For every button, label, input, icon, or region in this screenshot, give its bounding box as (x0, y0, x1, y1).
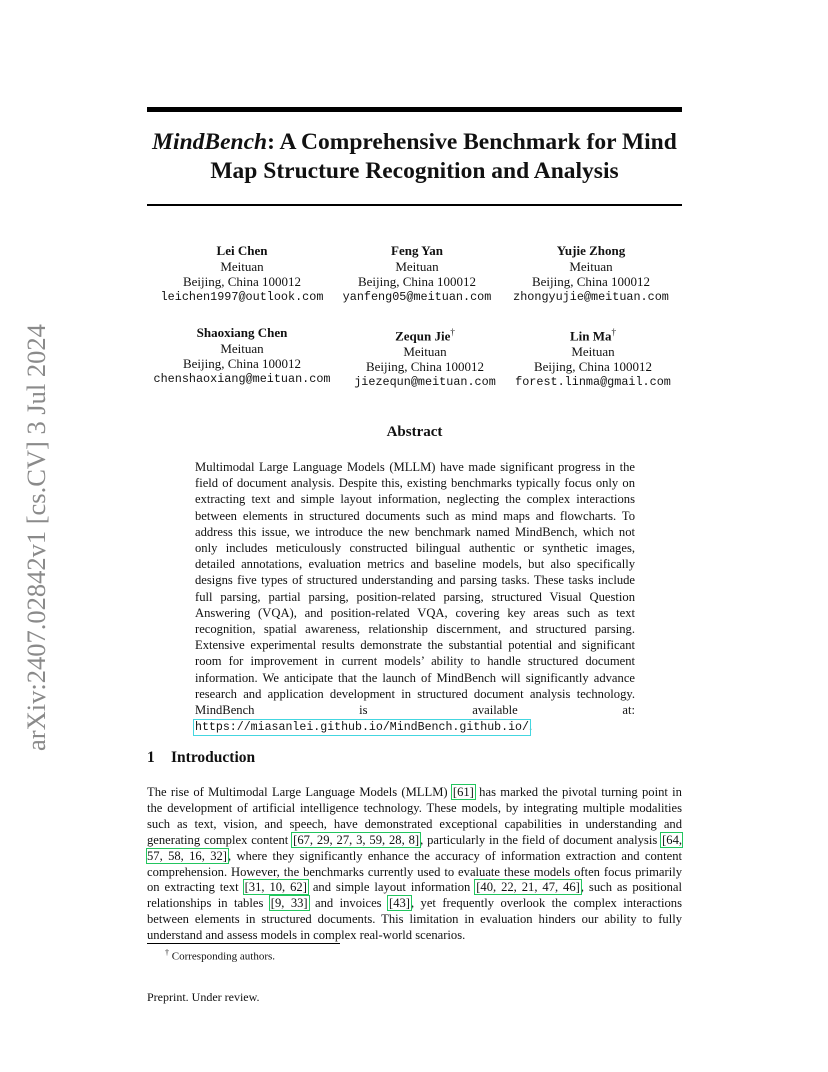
citation-link[interactable]: [64, 57, 58, 16, 32] (147, 832, 683, 863)
author-affiliation: Meituan (569, 258, 613, 274)
footnote (165, 948, 275, 963)
preprint-notice: Preprint. Under review. (147, 990, 260, 1004)
author-card (142, 325, 342, 387)
author-address: Beijing, China 100012 (531, 274, 651, 289)
author-email[interactable]: forest.linma@gmail.com (515, 374, 671, 389)
author-card (493, 325, 693, 390)
intro-text: and invoices (308, 896, 388, 911)
author-affiliation: Meituan (220, 340, 264, 356)
author-email[interactable]: leichen1997@outlook.com (160, 289, 324, 304)
author-card (317, 243, 517, 305)
footnote-rule (147, 943, 340, 944)
intro-text: has marked the pivotal turning point in the development of artificial intelligence technology. These models, by integrating multiple modalities such as text, vision, and speech, have demonstrated exceptional capabilities in understanding and generating complex content (147, 785, 682, 847)
author-email[interactable]: jiezequn@meituan.com (354, 374, 496, 389)
citation-link[interactable]: [61] (452, 785, 474, 799)
mindbench-link[interactable]: https://miasanlei.github.io/MindBench.github.io/ (195, 721, 529, 735)
abstract-text: Multimodal Large Language Models (MLLM) have made significant progress in the field of document analysis. Despite this, existing benchmarks typically focus only on extracting text and simple layout information, neglecting the complex interactions between elements in structured documents such as mind maps and flowcharts. To address this issue, we introduce the new benchmark named MindBench, which not only includes meticulously constructed bilingual authentic or synthetic images, detailed annotations, evaluation metrics and baseline models, but also specifically designs five types of structured understanding and parsing tasks. These tasks include full parsing, partial parsing, position-related parsing, structured Visual Question Answering (VQA), and position-related VQA, covering key areas such as text recognition, spatial awareness, relationship discernment, and structured parsing. Extensive experimental results demonstrate the substantial potential and significant room for improvement in current models’ ability to handle structured document information. We anticipate that the launch of MindBench will significantly advance research and application development in structured document analysis technology. MindBench is available at: (195, 460, 635, 718)
abstract-body (195, 459, 635, 736)
section-title: Introduction (171, 749, 256, 766)
author-affiliation: Meituan (571, 343, 615, 359)
author-name-text: Lin Ma (569, 328, 612, 344)
author-address: Beijing, China 100012 (533, 359, 653, 375)
author-card (491, 243, 691, 305)
footnote-mark: † (165, 948, 169, 957)
title-line2: Map Structure Recognition and Analysis (210, 158, 619, 184)
author-address: Beijing, China 100012 (365, 359, 485, 375)
author-affiliation: Meituan (220, 258, 264, 274)
author-name: Feng Yan (391, 243, 443, 258)
title-line1-rest: : A Comprehensive Benchmark for Mind (267, 129, 677, 155)
paper-title (147, 128, 682, 186)
author-address: Beijing, China 100012 (357, 274, 477, 289)
arxiv-identifier: arXiv:2407.02842v1 [cs.CV] 3 Jul 2024 (21, 324, 51, 751)
intro-text: , particularly in the field of document analysis (420, 832, 662, 847)
dagger-mark: † (450, 327, 455, 337)
author-address: Beijing, China 100012 (182, 356, 302, 371)
title-bottom-rule (147, 204, 682, 206)
author-email[interactable]: zhongyujie@meituan.com (513, 289, 669, 304)
citation-link[interactable]: [43] (389, 896, 410, 911)
citation-link[interactable]: [40, 22, 21, 47, 46] (476, 880, 580, 895)
intro-text: , such as positional relationships in tables (147, 880, 683, 911)
abstract-heading: Abstract (386, 424, 443, 440)
title-top-rule (147, 107, 682, 112)
title-italic: MindBench (152, 129, 268, 155)
author-name: Yujie Zhong (556, 243, 626, 258)
dagger-mark: † (611, 327, 617, 337)
intro-text: The rise of Multimodal Large Language Models (MLLM) (147, 785, 452, 799)
footnote-text: Corresponding authors. (169, 950, 276, 963)
author-card (142, 243, 342, 305)
intro-text: , yet frequently overlook the complex interactions between elements in structured documents. This limitation in evaluation hinders our ability to fully understand and assess models in complex real-world scenarios. (147, 896, 682, 943)
author-email[interactable]: chenshaoxiang@meituan.com (153, 371, 331, 386)
author-name-text: Zequn Jie (395, 328, 451, 344)
introduction-paragraph (147, 785, 682, 944)
author-name: Shaoxiang Chen (196, 325, 288, 340)
citation-link[interactable]: [9, 33] (270, 896, 308, 911)
citation-link[interactable]: [31, 10, 62] (244, 880, 307, 895)
abstract-url-suffix: . (528, 719, 533, 734)
author-name (493, 325, 693, 344)
author-name: Lei Chen (216, 243, 268, 258)
intro-text: , where they significantly enhance the accuracy of information extraction and content comprehension. However, the benchmarks currently used to evaluate these models often focus primarily on extracting text (147, 848, 682, 895)
author-affiliation: Meituan (395, 258, 439, 274)
section-number: 1 (147, 749, 155, 766)
intro-text: and simple layout information (307, 880, 476, 895)
author-email[interactable]: yanfeng05@meituan.com (342, 289, 492, 304)
citation-link[interactable]: [67, 29, 27, 3, 59, 28, 8] (293, 832, 420, 847)
author-address: Beijing, China 100012 (182, 274, 302, 289)
section-heading-introduction (147, 749, 255, 767)
author-affiliation: Meituan (403, 343, 447, 359)
